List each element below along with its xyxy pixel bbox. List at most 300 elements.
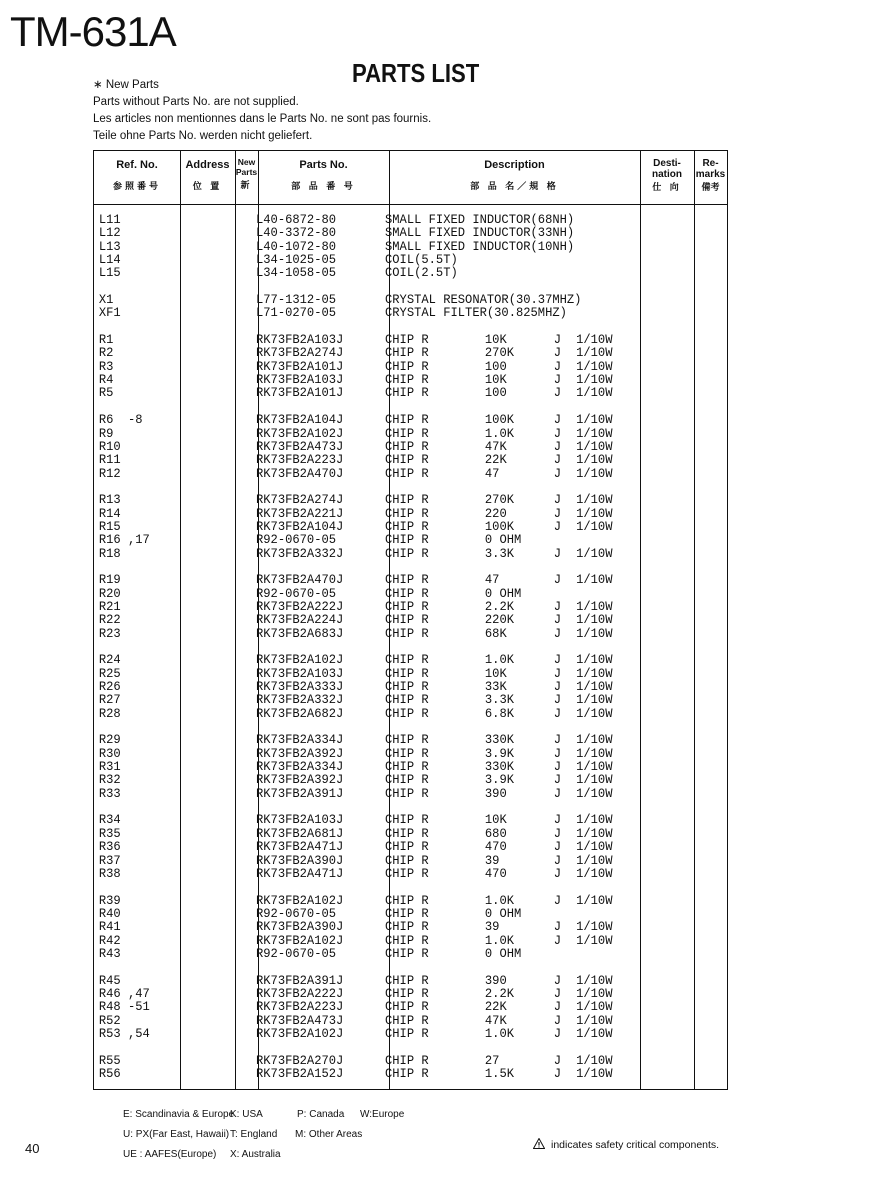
table-row — [94, 988, 708, 1001]
description-cell: CHIP R — [385, 946, 429, 961]
tolerance-cell: J — [553, 493, 562, 508]
description-cell: CHIP R — [385, 933, 429, 948]
value-cell: 2.2K — [484, 599, 515, 614]
description-cell: CHIP R — [385, 813, 429, 828]
header-divider — [94, 204, 727, 205]
value-cell: 0 OHM — [484, 906, 522, 921]
ref-no-cell: R43 — [98, 946, 121, 961]
table-row — [94, 681, 708, 694]
header-description-jp: 部 品 名／規 格 — [470, 181, 559, 191]
safety-note — [533, 1138, 719, 1151]
parts-no-cell: RK73FB2A473J — [255, 1013, 344, 1028]
ref-no-cell: R41 — [98, 920, 121, 935]
table-row — [94, 294, 708, 307]
description-cell: CHIP R — [385, 373, 429, 388]
value-cell: 3.3K — [484, 546, 515, 561]
table-row — [94, 774, 708, 787]
power-cell: 1/10W — [576, 733, 613, 748]
power-cell: 1/10W — [576, 1067, 613, 1081]
description-cell: CHIP R — [385, 626, 429, 641]
tolerance-cell: J — [553, 1067, 562, 1081]
header-destination — [640, 158, 694, 193]
value-cell: 390 — [484, 973, 507, 988]
table-row — [94, 761, 708, 774]
description-cell: SMALL FIXED INDUCTOR(10NH) — [385, 239, 575, 254]
parts-group — [94, 1055, 727, 1082]
header-destination-label: Desti- nation — [652, 158, 682, 180]
description-cell: CHIP R — [385, 840, 429, 855]
table-row — [94, 1055, 708, 1068]
tolerance-cell: J — [553, 773, 562, 788]
power-cell: 1/10W — [576, 786, 613, 801]
parts-no-cell: RK73FB2A222J — [255, 986, 344, 1001]
ref-no-cell: R38 — [98, 866, 121, 881]
power-cell: 1/10W — [576, 973, 613, 988]
tolerance-cell: J — [553, 1053, 562, 1068]
ref-no-cell: L15 — [98, 266, 121, 281]
power-cell: 1/10W — [576, 613, 613, 628]
value-cell: 68K — [484, 626, 507, 641]
header-remarks — [694, 158, 727, 193]
ref-no-cell: R21 — [98, 599, 121, 614]
power-cell: 1/10W — [576, 1053, 613, 1068]
header-description — [389, 159, 640, 193]
parts-group — [94, 214, 727, 281]
value-cell: 22K — [484, 453, 507, 468]
power-cell: 1/10W — [576, 1026, 613, 1041]
description-cell: CHIP R — [385, 1067, 429, 1081]
parts-no-cell: L71-0270-05 — [255, 306, 337, 321]
tolerance-cell: J — [553, 853, 562, 868]
legend-e: E: Scandinavia & Europe — [123, 1109, 235, 1120]
tolerance-cell: J — [553, 680, 562, 695]
parts-no-cell: RK73FB2A332J — [255, 693, 344, 708]
power-cell: 1/10W — [576, 866, 613, 881]
table-row — [94, 428, 708, 441]
table-row — [94, 347, 708, 360]
table-row — [94, 748, 708, 761]
parts-no-cell: L40-3372-80 — [255, 226, 337, 241]
table-row — [94, 387, 708, 400]
parts-no-cell: RK73FB2A103J — [255, 373, 344, 388]
table-row — [94, 921, 708, 934]
value-cell: 10K — [484, 373, 507, 388]
tolerance-cell: J — [553, 519, 562, 534]
table-row — [94, 307, 708, 320]
ref-no-cell: L11 — [98, 213, 121, 227]
ref-no-cell: R4 — [98, 373, 114, 388]
legend-p: P: Canada — [297, 1109, 345, 1120]
ref-no-cell: R25 — [98, 666, 121, 681]
description-cell: CHIP R — [385, 746, 429, 761]
table-row — [94, 494, 708, 507]
parts-no-cell: RK73FB2A103J — [255, 666, 344, 681]
tolerance-cell: J — [553, 439, 562, 454]
tolerance-cell: J — [553, 599, 562, 614]
power-cell: 1/10W — [576, 680, 613, 695]
description-cell: CHIP R — [385, 426, 429, 441]
table-row — [94, 601, 708, 614]
value-cell: 10K — [484, 813, 507, 828]
parts-group — [94, 814, 727, 881]
header-ref-no-jp: 参照番号 — [112, 181, 161, 191]
table-row — [94, 788, 708, 801]
parts-no-cell: RK73FB2A391J — [255, 973, 344, 988]
value-cell: 470 — [484, 840, 507, 855]
ref-no-cell: R12 — [98, 466, 121, 481]
parts-no-cell: R92-0670-05 — [255, 586, 337, 601]
tolerance-cell: J — [553, 573, 562, 588]
description-cell: CHIP R — [385, 733, 429, 748]
ref-no-cell: R13 — [98, 493, 121, 508]
power-cell: 1/10W — [576, 693, 613, 708]
ref-no-cell: R45 — [98, 973, 121, 988]
value-cell: 470 — [484, 866, 507, 881]
tolerance-cell: J — [553, 506, 562, 521]
parts-no-cell: RK73FB2A101J — [255, 386, 344, 401]
parts-no-cell: RK73FB2A473J — [255, 439, 344, 454]
model-number: TM-631A — [10, 8, 176, 55]
parts-no-cell: RK73FB2A103J — [255, 333, 344, 348]
note-en: Parts without Parts No. are not supplied. — [93, 96, 299, 108]
parts-no-cell: RK73FB2A683J — [255, 626, 344, 641]
power-cell: 1/10W — [576, 439, 613, 454]
value-cell: 220 — [484, 506, 507, 521]
ref-no-cell: R26 — [98, 680, 121, 695]
ref-no-cell: L12 — [98, 226, 121, 241]
description-cell: CHIP R — [385, 453, 429, 468]
parts-no-cell: RK73FB2A224J — [255, 613, 344, 628]
parts-no-cell: L34-1058-05 — [255, 266, 337, 281]
page-number: 40 — [25, 1141, 40, 1156]
power-cell: 1/10W — [576, 386, 613, 401]
tolerance-cell: J — [553, 333, 562, 348]
ref-no-cell: R10 — [98, 439, 121, 454]
description-cell: CHIP R — [385, 893, 429, 908]
ref-no-cell: R31 — [98, 760, 121, 775]
table-row — [94, 868, 708, 881]
ref-no-cell: R20 — [98, 586, 121, 601]
value-cell: 0 OHM — [484, 533, 522, 548]
value-cell: 680 — [484, 826, 507, 841]
value-cell: 100K — [484, 519, 515, 534]
header-address-jp: 位 置 — [192, 181, 223, 191]
ref-no-cell: R40 — [98, 906, 121, 921]
parts-no-cell: RK73FB2A390J — [255, 853, 344, 868]
power-cell: 1/10W — [576, 853, 613, 868]
value-cell: 270K — [484, 346, 515, 361]
parts-group — [94, 294, 727, 321]
table-row — [94, 1015, 708, 1028]
tolerance-cell: J — [553, 733, 562, 748]
table-row — [94, 241, 708, 254]
value-cell: 10K — [484, 333, 507, 348]
ref-no-cell: R23 — [98, 626, 121, 641]
tolerance-cell: J — [553, 613, 562, 628]
tolerance-cell: J — [553, 453, 562, 468]
power-cell: 1/10W — [576, 666, 613, 681]
parts-no-cell: RK73FB2A222J — [255, 599, 344, 614]
power-cell: 1/10W — [576, 626, 613, 641]
description-cell: CHIP R — [385, 346, 429, 361]
ref-no-cell: R1 — [98, 333, 114, 348]
table-row — [94, 334, 708, 347]
value-cell: 47K — [484, 1013, 507, 1028]
ref-no-cell: R22 — [98, 613, 121, 628]
tolerance-cell: J — [553, 693, 562, 708]
tolerance-cell: J — [553, 546, 562, 561]
parts-no-cell: RK73FB2A334J — [255, 760, 344, 775]
power-cell: 1/10W — [576, 519, 613, 534]
power-cell: 1/10W — [576, 986, 613, 1001]
header-ref-no — [94, 159, 180, 193]
ref-no-cell: R35 — [98, 826, 121, 841]
description-cell: CHIP R — [385, 693, 429, 708]
description-cell: CHIP R — [385, 533, 429, 548]
parts-no-cell: RK73FB2A270J — [255, 1053, 344, 1068]
value-cell: 47 — [484, 466, 500, 481]
ref-no-cell: XF1 — [98, 306, 121, 321]
table-row — [94, 841, 708, 854]
header-new-parts-label: New Parts — [235, 157, 258, 177]
table-row — [94, 508, 708, 521]
ref-no-cell: R18 — [98, 546, 121, 561]
description-cell: SMALL FIXED INDUCTOR(33NH) — [385, 226, 575, 241]
power-cell: 1/10W — [576, 453, 613, 468]
value-cell: 0 OHM — [484, 586, 522, 601]
value-cell: 100K — [484, 413, 515, 428]
value-cell: 100 — [484, 386, 507, 401]
value-cell: 39 — [484, 853, 500, 868]
table-row — [94, 628, 708, 641]
legend-w: W:Europe — [360, 1109, 405, 1120]
tolerance-cell: J — [553, 373, 562, 388]
parts-no-cell: RK73FB2A223J — [255, 453, 344, 468]
power-cell: 1/10W — [576, 760, 613, 775]
legend-k: K: USA — [230, 1109, 263, 1120]
description-cell: CHIP R — [385, 1053, 429, 1068]
value-cell: 47 — [484, 573, 500, 588]
power-cell: 1/10W — [576, 426, 613, 441]
table-row — [94, 935, 708, 948]
power-cell: 1/10W — [576, 493, 613, 508]
description-cell: CHIP R — [385, 786, 429, 801]
parts-group — [94, 734, 727, 801]
note-de: Teile ohne Parts No. werden nicht geliefert. — [93, 130, 313, 142]
safety-note-text: indicates safety critical components. — [551, 1139, 720, 1151]
power-cell: 1/10W — [576, 920, 613, 935]
tolerance-cell: J — [553, 786, 562, 801]
ref-no-cell: R34 — [98, 813, 121, 828]
ref-no-cell: R28 — [98, 706, 121, 721]
description-cell: CHIP R — [385, 519, 429, 534]
power-cell: 1/10W — [576, 773, 613, 788]
legend-u: U: PX(Far East, Hawaii) — [123, 1129, 230, 1140]
description-cell: CHIP R — [385, 573, 429, 588]
description-cell: CHIP R — [385, 653, 429, 668]
description-cell: CHIP R — [385, 1000, 429, 1015]
ref-no-cell: R11 — [98, 453, 121, 468]
parts-group — [94, 334, 727, 401]
ref-no-cell: R33 — [98, 786, 121, 801]
table-row — [94, 734, 708, 747]
ref-no-cell: R56 — [98, 1067, 121, 1081]
parts-no-cell: RK73FB2A470J — [255, 466, 344, 481]
page-title: PARTS LIST — [352, 58, 480, 88]
table-row — [94, 895, 708, 908]
description-cell: CHIP R — [385, 1026, 429, 1041]
tolerance-cell: J — [553, 426, 562, 441]
parts-group — [94, 895, 727, 962]
header-new-parts — [235, 157, 258, 190]
parts-no-cell: RK73FB2A390J — [255, 920, 344, 935]
tolerance-cell: J — [553, 359, 562, 374]
table-row — [94, 267, 708, 280]
power-cell: 1/10W — [576, 466, 613, 481]
power-cell: 1/10W — [576, 373, 613, 388]
parts-no-cell: R92-0670-05 — [255, 906, 337, 921]
power-cell: 1/10W — [576, 933, 613, 948]
tolerance-cell: J — [553, 920, 562, 935]
tolerance-cell: J — [553, 1000, 562, 1015]
tolerance-cell: J — [553, 1013, 562, 1028]
parts-no-cell: RK73FB2A102J — [255, 653, 344, 668]
table-row — [94, 668, 708, 681]
value-cell: 330K — [484, 733, 515, 748]
table-row — [94, 708, 708, 721]
ref-no-cell: R52 — [98, 1013, 121, 1028]
parts-no-cell: RK73FB2A274J — [255, 493, 344, 508]
header-destination-jp: 仕 向 — [652, 182, 682, 192]
parts-no-cell: RK73FB2A682J — [255, 706, 344, 721]
description-cell: CHIP R — [385, 920, 429, 935]
parts-no-cell: RK73FB2A471J — [255, 866, 344, 881]
header-remarks-label: Re- marks — [695, 158, 726, 180]
power-cell: 1/10W — [576, 893, 613, 908]
parts-no-cell: L77-1312-05 — [255, 293, 337, 308]
description-cell: CHIP R — [385, 506, 429, 521]
parts-no-cell: RK73FB2A104J — [255, 413, 344, 428]
description-cell: CHIP R — [385, 546, 429, 561]
parts-no-cell: RK73FB2A333J — [255, 680, 344, 695]
description-cell: CRYSTAL RESONATOR(30.37MHZ) — [385, 293, 582, 308]
description-cell: CHIP R — [385, 680, 429, 695]
note-fr: Les articles non mentionnes dans le Parts No. ne sont pas fournis. — [93, 113, 432, 125]
description-cell: CHIP R — [385, 439, 429, 454]
parts-no-cell: RK73FB2A101J — [255, 359, 344, 374]
value-cell: 330K — [484, 760, 515, 775]
header-address-label: Address — [185, 159, 230, 171]
value-cell: 22K — [484, 1000, 507, 1015]
ref-no-cell: R24 — [98, 653, 121, 668]
table-row — [94, 614, 708, 627]
ref-no-cell: R6 -8 — [98, 413, 143, 428]
power-cell: 1/10W — [576, 653, 613, 668]
table-row — [94, 441, 708, 454]
ref-no-cell: R48 -51 — [98, 1000, 150, 1015]
ref-no-cell: R39 — [98, 893, 121, 908]
table-row — [94, 654, 708, 667]
table-row — [94, 534, 708, 547]
ref-no-cell: R32 — [98, 773, 121, 788]
description-cell: CHIP R — [385, 413, 429, 428]
parts-no-cell: RK73FB2A221J — [255, 506, 344, 521]
parts-group — [94, 654, 727, 721]
table-row — [94, 361, 708, 374]
tolerance-cell: J — [553, 413, 562, 428]
parts-no-cell: RK73FB2A392J — [255, 773, 344, 788]
table-row — [94, 828, 708, 841]
value-cell: 0 OHM — [484, 946, 522, 961]
description-cell: CHIP R — [385, 466, 429, 481]
ref-no-cell: R19 — [98, 573, 121, 588]
tolerance-cell: J — [553, 626, 562, 641]
description-cell: COIL(2.5T) — [385, 266, 458, 281]
parts-no-cell: RK73FB2A152J — [255, 1067, 344, 1081]
description-cell: CRYSTAL FILTER(30.825MHZ) — [385, 306, 567, 321]
description-cell: CHIP R — [385, 613, 429, 628]
description-cell: CHIP R — [385, 1013, 429, 1028]
ref-no-cell: R27 — [98, 693, 121, 708]
notes-block — [93, 77, 431, 145]
parts-no-cell: L40-6872-80 — [255, 213, 337, 227]
ref-no-cell: R2 — [98, 346, 114, 361]
power-cell: 1/10W — [576, 826, 613, 841]
tolerance-cell: J — [553, 826, 562, 841]
power-cell: 1/10W — [576, 346, 613, 361]
tolerance-cell: J — [553, 760, 562, 775]
ref-no-cell: R36 — [98, 840, 121, 855]
parts-no-cell: L40-1072-80 — [255, 239, 337, 254]
legend-ue: UE : AAFES(Europe) — [123, 1149, 217, 1160]
description-cell: CHIP R — [385, 986, 429, 1001]
table-row — [94, 908, 708, 921]
legend-x: X: Australia — [230, 1149, 281, 1160]
table-row — [94, 1001, 708, 1014]
parts-no-cell: RK73FB2A102J — [255, 933, 344, 948]
parts-group — [94, 574, 727, 641]
value-cell: 2.2K — [484, 986, 515, 1001]
table-row — [94, 214, 708, 227]
power-cell: 1/10W — [576, 573, 613, 588]
parts-table — [93, 150, 728, 1090]
value-cell: 27 — [484, 1053, 500, 1068]
ref-no-cell: R42 — [98, 933, 121, 948]
value-cell: 6.8K — [484, 706, 515, 721]
description-cell: CHIP R — [385, 973, 429, 988]
power-cell: 1/10W — [576, 506, 613, 521]
table-row — [94, 374, 708, 387]
ref-no-cell: L14 — [98, 253, 121, 268]
value-cell: 47K — [484, 439, 507, 454]
description-cell: CHIP R — [385, 853, 429, 868]
description-cell: CHIP R — [385, 866, 429, 881]
note-new-parts: ∗ New Parts — [93, 79, 159, 91]
table-row — [94, 1068, 708, 1081]
header-ref-no-label: Ref. No. — [116, 159, 158, 171]
ref-no-cell: R9 — [98, 426, 114, 441]
power-cell: 1/10W — [576, 413, 613, 428]
power-cell: 1/10W — [576, 746, 613, 761]
power-cell: 1/10W — [576, 1013, 613, 1028]
parts-no-cell: RK73FB2A470J — [255, 573, 344, 588]
table-row — [94, 227, 708, 240]
value-cell: 3.3K — [484, 693, 515, 708]
tolerance-cell: J — [553, 666, 562, 681]
power-cell: 1/10W — [576, 359, 613, 374]
description-cell: CHIP R — [385, 826, 429, 841]
table-row — [94, 975, 708, 988]
